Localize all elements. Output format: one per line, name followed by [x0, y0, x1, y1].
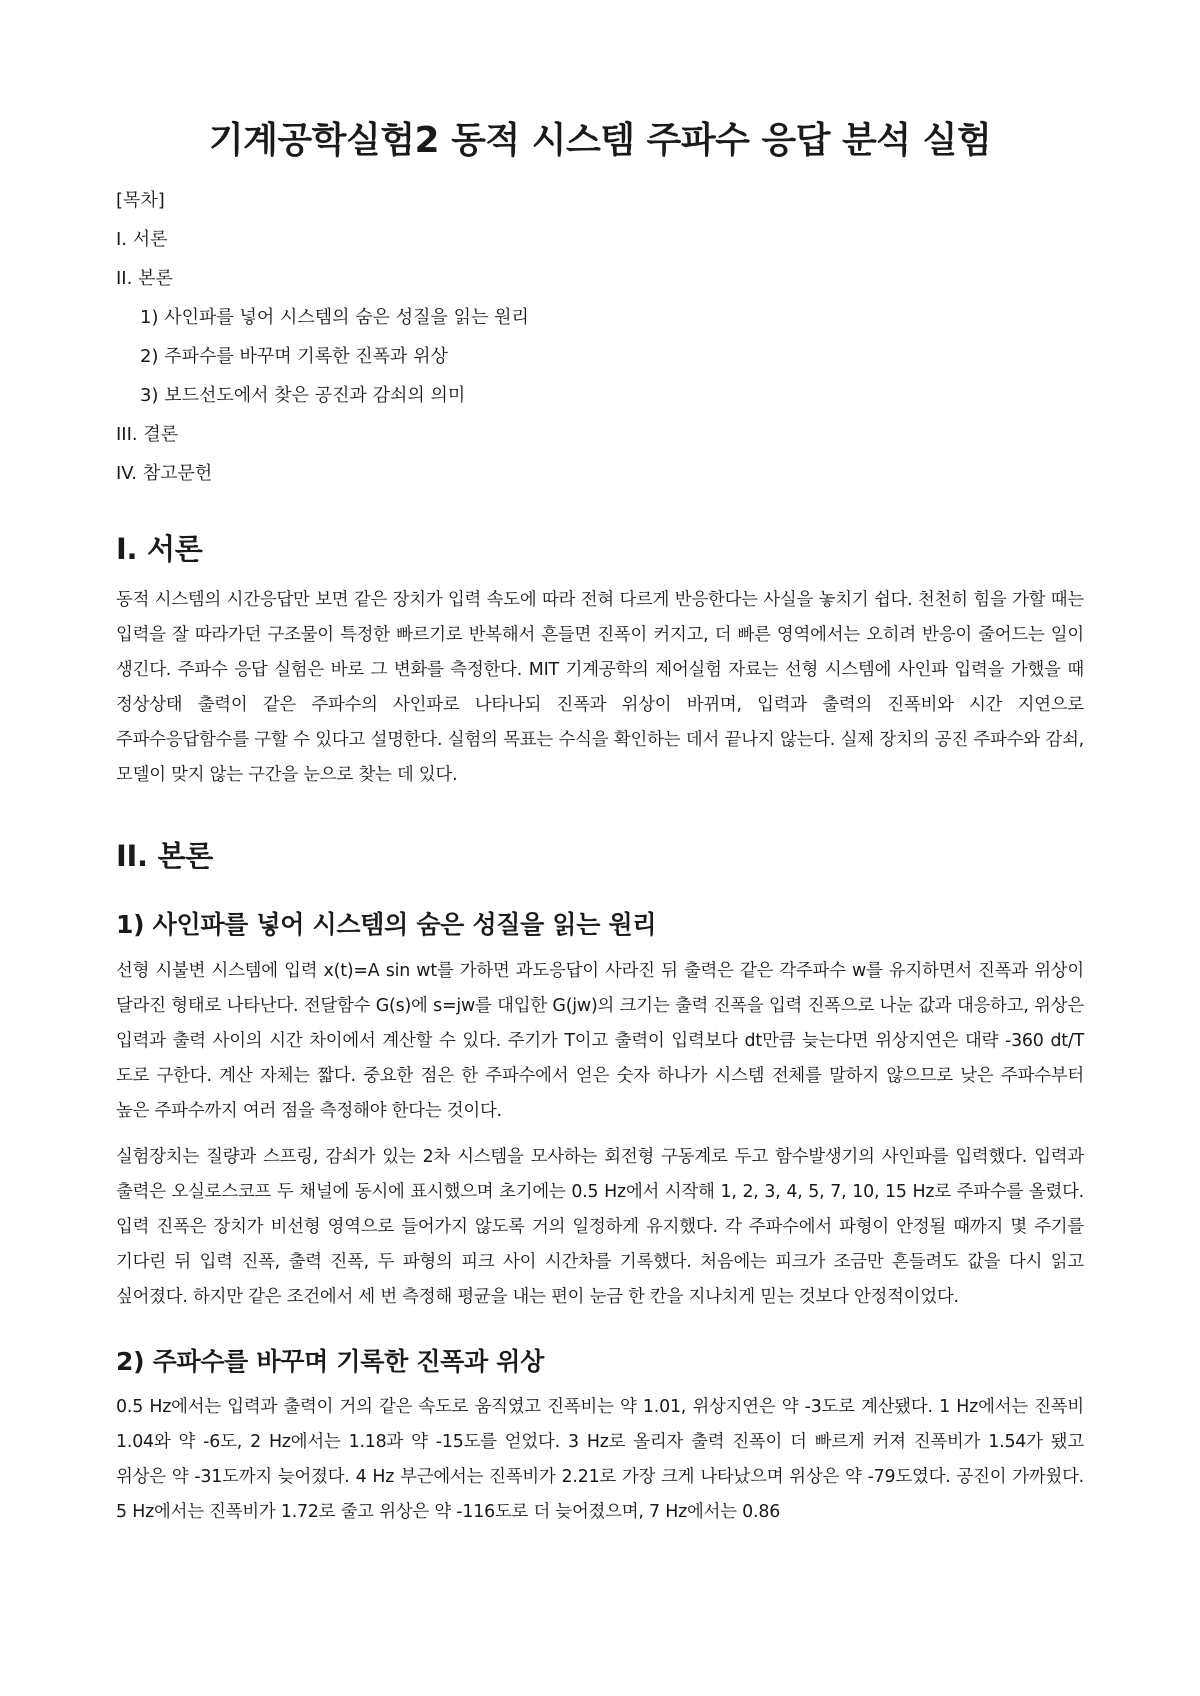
subsection-2-paragraph-1: 0.5 Hz에서는 입력과 출력이 거의 같은 속도로 움직였고 진폭비는 약 1.01, 위상지연은 약 -3도로 계산됐다. 1 Hz에서는 진폭비 1.04와 약 -6도, 2 Hz에서는 1.18과 약 -15도를 얻었다. 3 Hz로 올리자 출력 진폭이 더 빠르게 커져 진폭비가 1.54가 됐고 위상은 약 -31도까지 늦어졌다. 4 Hz 부근에서는 진폭비가 2.21로 가장 크게 나타났으며 위상은 약 -79도였다. 공진이 가까웠다. 5 Hz에서는 진폭비가 1.72로 줄고 위상은 약 -116도로 더 늦어졌으며, 7 Hz에서는 0.86 — [116, 1397, 1084, 1523]
subsection-1-paragraph-1: 선형 시불변 시스템에 입력 x(t)=A sin wt를 가하면 과도응답이 사라진 뒤 출력은 같은 각주파수 w를 유지하면서 진폭과 위상이 달라진 형태로 나타난다. 전달함수 G(s)에 s=jw를 대입한 G(jw)의 크기는 출력 진폭을 입력 진폭으로 나눈 값과 대응하고, 위상은 입력과 출력 사이의 시간 차이에서 계산할 수 있다. 주기가 T이고 출력이 입력보다 dt만큼 늦는다면 위상지연은 대략 -360 dt/T 도로 구한다. 계산 자체는 짧다. 중요한 점은 한 주파수에서 얻은 숫자 하나가 시스템 전체를 말하지 않으므로 낮은 주파수부터 높은 주파수까지 여러 점을 측정해야 한다는 것이다. — [116, 960, 1084, 1121]
toc-item-references: IV. 참고문헌 — [116, 463, 213, 484]
subsection-heading-2: 2) 주파수를 바꾸며 기록한 진폭과 위상 — [116, 1346, 544, 1376]
section-heading-intro: I. 서론 — [116, 532, 203, 566]
subsection-1-paragraph-2: 실험장치는 질량과 스프링, 감쇠가 있는 2차 시스템을 모사하는 회전형 구동계로 두고 함수발생기의 사인파를 입력했다. 입력과 출력은 오실로스코프 두 채널에 동시에 표시했으며 초기에는 0.5 Hz에서 시작해 1, 2, 3, 4, 5, 7, 10, 15 Hz로 주파수를 올렸다. 입력 진폭은 장치가 비선형 영역으로 들어가지 않도록 거의 일정하게 유지했다. 각 주파수에서 파형이 안정될 때까지 몇 주기를 기다린 뒤 입력 진폭, 출력 진폭, 두 파형의 피크 사이 시간차를 기록했다. 처음에는 피크가 조금만 흔들려도 값을 다시 읽고 싶어졌다. 하지만 같은 조건에서 세 번 측정해 평균을 내는 편이 눈금 한 칸을 지나치게 믿는 것보다 안정적이었다. — [116, 1146, 1084, 1307]
toc-item-body-3: 3) 보드선도에서 찾은 공진과 감쇠의 의미 — [140, 385, 466, 406]
table-of-contents — [116, 181, 1084, 493]
toc-item-conclusion: III. 결론 — [116, 424, 179, 445]
intro-paragraph: 동적 시스템의 시간응답만 보면 같은 장치가 입력 속도에 따라 전혀 다르게 반응한다는 사실을 놓치기 쉽다. 천천히 힘을 가할 때는 입력을 잘 따라가던 구조물이 특정한 빠르기로 반복해서 흔들면 진폭이 커지고, 더 빠른 영역에서는 오히려 반응이 줄어드는 일이 생긴다. 주파수 응답 실험은 바로 그 변화를 측정한다. MIT 기계공학의 제어실험 자료는 선형 시스템에 사인파 입력을 가했을 때 정상상태 출력이 같은 주파수의 사인파로 나타나되 진폭과 위상이 바뀌며, 입력과 출력의 진폭비와 시간 지연으로 주파수응답함수를 구할 수 있다고 설명한다. 실험의 목표는 수식을 확인하는 데서 끝나지 않는다. 실제 장치의 공진 주파수와 감쇠, 모델이 맞지 않는 구간을 눈으로 찾는 데 있다. — [116, 589, 1084, 785]
toc-item-body-2: 2) 주파수를 바꾸며 기록한 진폭과 위상 — [140, 346, 448, 367]
document-title: 기계공학실험2 동적 시스템 주파수 응답 분석 실험 — [208, 120, 992, 161]
section-heading-body: II. 본론 — [116, 838, 213, 873]
subsection-heading-1: 1) 사인파를 넣어 시스템의 숨은 성질을 읽는 원리 — [116, 910, 657, 940]
toc-heading: [목차] — [116, 190, 165, 211]
toc-item-intro: I. 서론 — [116, 229, 168, 250]
toc-item-body: II. 본론 — [116, 268, 173, 289]
toc-item-body-1: 1) 사인파를 넣어 시스템의 숨은 성질을 읽는 원리 — [140, 307, 529, 328]
